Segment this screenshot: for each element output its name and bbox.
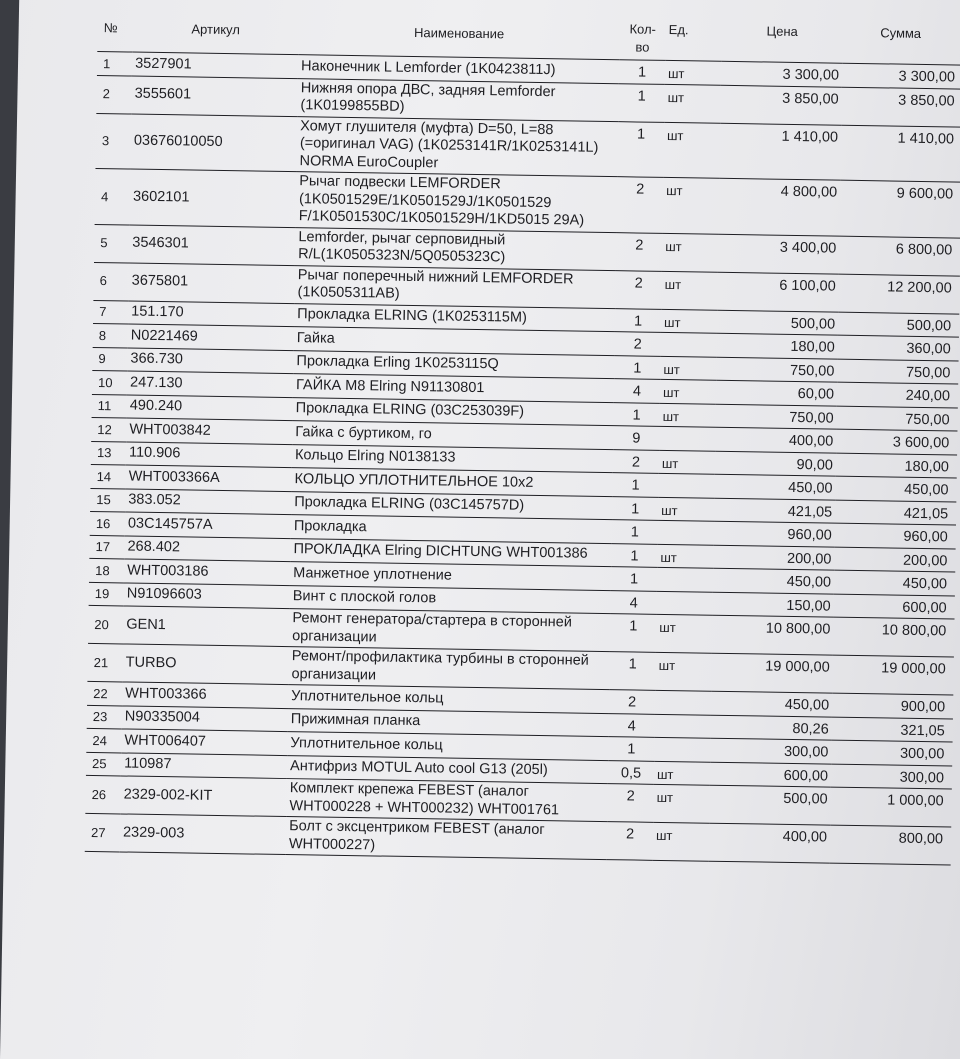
row-name: Lemforder, рычаг серповидный R/L(1K0505323N/5Q0505323C): [295, 227, 617, 270]
row-unit: шт: [664, 84, 721, 123]
row-article: 151.170: [128, 301, 294, 327]
row-number: 10: [92, 370, 127, 394]
row-price: 450,00: [714, 474, 835, 499]
row-price: 60,00: [716, 380, 837, 405]
row-unit: шт: [658, 497, 714, 521]
row-name: ПРОКЛАДКА Elring DICHTUNG WHT001386: [290, 538, 611, 567]
row-sum: 3 600,00: [836, 429, 957, 454]
row-unit: [657, 567, 713, 591]
row-name: Винт с плоской голов: [290, 585, 611, 614]
row-sum: 1 000,00: [830, 787, 952, 827]
row-price: 600,00: [710, 762, 831, 787]
row-price: 750,00: [715, 404, 836, 429]
row-unit: шт: [662, 233, 719, 272]
row-sum: 800,00: [830, 825, 952, 865]
row-article: 247.130: [127, 371, 293, 397]
row-unit: шт: [663, 177, 720, 233]
row-unit: [657, 591, 713, 615]
row-qty: 1: [614, 402, 660, 426]
row-unit: [655, 690, 711, 714]
row-sum: 321,05: [832, 717, 953, 742]
row-qty: 9: [613, 426, 659, 450]
row-number: 6: [93, 262, 129, 301]
row-name: Манжетное уплотнение: [290, 562, 611, 591]
row-sum: 180,00: [836, 453, 957, 478]
row-name: Уплотнительное кольц: [288, 685, 609, 714]
row-sum: 960,00: [835, 523, 956, 548]
row-sum: 3 850,00: [841, 87, 960, 127]
row-name: Гайка: [294, 327, 615, 356]
row-article: 3546301: [129, 225, 296, 266]
row-qty: 1: [614, 355, 660, 379]
row-price: 960,00: [714, 521, 835, 546]
row-number: 2: [96, 75, 132, 114]
row-sum: 500,00: [838, 312, 959, 337]
row-name: Прокладка: [291, 515, 612, 544]
row-price: 80,26: [711, 715, 832, 740]
row-article: 268.402: [124, 535, 290, 561]
row-name: Прокладка Erling 1K0253115Q: [293, 350, 614, 379]
row-article: 03C145757A: [125, 512, 291, 538]
row-unit: шт: [661, 271, 718, 310]
row-article: 3555601: [131, 76, 298, 117]
row-unit: шт: [665, 60, 721, 84]
row-name: ГАЙКА М8 Elring N91130801: [293, 374, 614, 403]
row-number: 18: [89, 558, 124, 582]
row-qty: 2: [607, 822, 654, 861]
row-unit: шт: [660, 356, 716, 380]
row-sum: 10 800,00: [833, 617, 955, 657]
row-unit: шт: [653, 784, 710, 823]
row-sum: 360,00: [838, 335, 959, 360]
row-qty: 1: [611, 543, 657, 567]
row-number: 15: [90, 488, 125, 512]
row-price: 750,00: [716, 357, 837, 382]
row-unit: [659, 426, 715, 450]
row-sum: 450,00: [835, 476, 956, 501]
row-article: 3602101: [130, 169, 297, 227]
row-number: 17: [89, 535, 124, 559]
row-number: 8: [93, 323, 128, 347]
row-number: 9: [92, 347, 127, 371]
row-qty: 1: [611, 567, 657, 591]
row-name: Прокладка ELRING (1K0253115M): [294, 303, 615, 332]
row-number: 5: [94, 224, 130, 263]
row-qty: 2: [613, 449, 659, 473]
row-number: 22: [87, 681, 122, 705]
row-qty: 2: [615, 270, 662, 309]
row-name: КОЛЬЦО УПЛОТНИТЕЛЬНОЕ 10x2: [291, 468, 612, 497]
row-article: TURBO: [122, 644, 289, 685]
row-name: Хомут глушителя (муфта) D=50, L=88 (=оригинал VAG) (1K0253141R/1K0253141L) NORMA EuroCoupler: [296, 116, 618, 177]
row-unit: [654, 737, 710, 761]
row-price: 450,00: [713, 568, 834, 593]
row-article: 110987: [121, 752, 287, 778]
invoice-rows: [85, 51, 960, 865]
header-price: Цена: [721, 18, 843, 63]
row-name: Ремонт генератора/стартера в сторонней организации: [289, 609, 611, 652]
row-number: 11: [92, 394, 127, 418]
row-qty: 4: [611, 590, 657, 614]
row-name: Уплотнительное кольц: [287, 732, 608, 761]
row-price: 3 300,00: [721, 61, 842, 86]
row-name: Прижимная планка: [288, 708, 609, 737]
row-price: 1 410,00: [719, 123, 841, 180]
row-unit: шт: [655, 652, 712, 691]
row-article: GEN1: [123, 606, 290, 647]
row-article: WHT003842: [126, 418, 292, 444]
header-name: Наименование: [298, 11, 620, 60]
row-article: WHT003366: [122, 682, 288, 708]
row-article: WHT006407: [121, 729, 287, 755]
row-qty: 4: [609, 713, 655, 737]
row-sum: 750,00: [837, 359, 958, 384]
row-price: 421,05: [714, 498, 835, 523]
row-number: 14: [90, 464, 125, 488]
row-article: 366.730: [127, 348, 293, 374]
row-sum: 900,00: [832, 693, 953, 718]
row-unit: шт: [657, 544, 713, 568]
row-qty: 2: [607, 784, 654, 823]
row-sum: 1 410,00: [840, 125, 960, 182]
row-number: 13: [91, 441, 126, 465]
row-number: 3: [95, 113, 131, 169]
row-number: 20: [88, 605, 124, 644]
header-no: №: [97, 8, 133, 52]
row-unit: [658, 520, 714, 544]
row-sum: 19 000,00: [832, 655, 954, 695]
invoice-sheet: [85, 8, 956, 865]
row-number: 4: [95, 168, 131, 224]
row-price: 19 000,00: [711, 653, 833, 693]
row-qty: 1: [619, 60, 665, 84]
row-number: 16: [90, 511, 125, 535]
row-number: 12: [91, 417, 126, 441]
row-article: 3675801: [128, 263, 295, 304]
row-sum: 300,00: [831, 764, 952, 789]
row-article: 383.052: [125, 488, 291, 514]
row-name: Прокладка ELRING (03C145757D): [291, 491, 612, 520]
row-qty: 1: [615, 308, 661, 332]
row-number: 24: [86, 728, 121, 752]
row-price: 400,00: [715, 427, 836, 452]
row-price: 200,00: [713, 545, 834, 570]
row-unit: шт: [659, 403, 715, 427]
row-unit: шт: [654, 761, 710, 785]
row-number: 23: [87, 705, 122, 729]
row-qty: 2: [609, 690, 655, 714]
row-name: Гайка с буртиком, го: [292, 421, 613, 450]
row-number: 26: [85, 775, 121, 814]
row-name: Нижняя опора ДВС, задняя Lemforder (1K0199855BD): [297, 78, 619, 121]
row-sum: 421,05: [835, 500, 956, 525]
row-qty: 2: [615, 332, 661, 356]
row-sum: 9 600,00: [840, 180, 960, 237]
row-price: 180,00: [717, 333, 838, 358]
row-sum: 12 200,00: [838, 274, 960, 314]
row-sum: 200,00: [834, 547, 955, 572]
row-price: 3 850,00: [720, 85, 842, 125]
row-qty: 1: [612, 473, 658, 497]
row-article: N90335004: [122, 705, 288, 731]
header-qty: Кол-во: [619, 16, 666, 60]
row-number: 25: [86, 752, 121, 776]
row-number: 27: [85, 813, 121, 852]
row-name: Кольцо Elring N0138133: [292, 444, 613, 473]
row-unit: шт: [660, 379, 716, 403]
row-article: N91096603: [124, 582, 290, 608]
row-unit: [658, 473, 714, 497]
row-name: Болт с эксцентриком FEBEST (аналог WHT000227): [286, 817, 608, 860]
row-price: 400,00: [709, 823, 831, 863]
row-sum: 6 800,00: [839, 236, 960, 276]
row-unit: шт: [661, 309, 717, 333]
row-price: 3 400,00: [718, 234, 840, 274]
row-price: 10 800,00: [712, 615, 834, 655]
row-number: 19: [89, 582, 124, 606]
row-unit: [661, 332, 717, 356]
row-name: Наконечник L Lemforder (1K0423811J): [298, 55, 619, 84]
row-article: 490.240: [127, 395, 293, 421]
row-price: 90,00: [715, 451, 836, 476]
row-article: 3527901: [132, 52, 298, 78]
row-name: Рычаг поперечный нижний LEMFORDER (1K0505311AB): [294, 265, 616, 308]
row-qty: 4: [614, 379, 660, 403]
row-name: Комплект крепежа FEBEST (аналог WHT000228 + WHT000232) WHT001761: [286, 779, 608, 822]
row-article: 2329-003: [120, 814, 287, 855]
row-qty: 0,5: [608, 760, 654, 784]
header-sum: Сумма: [842, 20, 960, 65]
row-article: WHT003366A: [125, 465, 291, 491]
row-unit: шт: [659, 450, 715, 474]
row-number: 21: [87, 643, 123, 682]
row-sum: 600,00: [834, 594, 955, 619]
row-sum: 240,00: [837, 382, 958, 407]
row-name: Ремонт/профилактика турбины в сторонней организации: [288, 647, 610, 690]
row-sum: 3 300,00: [842, 63, 960, 88]
header-article: Артикул: [132, 9, 299, 55]
row-unit: [655, 714, 711, 738]
row-price: 500,00: [709, 785, 831, 825]
invoice-table: [85, 8, 960, 865]
row-price: 4 800,00: [719, 178, 841, 235]
row-qty: 2: [616, 232, 663, 271]
row-qty: 1: [618, 83, 665, 122]
row-qty: 1: [617, 121, 664, 177]
row-article: WHT003186: [124, 559, 290, 585]
row-price: 6 100,00: [717, 272, 839, 312]
row-unit: шт: [663, 122, 720, 178]
row-sum: 450,00: [834, 570, 955, 595]
row-qty: 1: [610, 614, 657, 653]
row-number: 7: [93, 300, 128, 324]
row-name: Рычаг подвески LEMFORDER (1K0501529E/1K0501529J/1K0501529 F/1K0501530C/1K0501529H/1KD5015 29A): [296, 172, 618, 233]
row-qty: 1: [612, 520, 658, 544]
row-qty: 1: [608, 737, 654, 761]
row-price: 450,00: [711, 691, 832, 716]
row-article: N0221469: [128, 324, 294, 350]
row-article: 03676010050: [130, 114, 297, 172]
row-name: Антифриз MOTUL Auto cool G13 (205l): [287, 755, 608, 784]
row-price: 300,00: [710, 738, 831, 763]
row-price: 150,00: [713, 592, 834, 617]
row-article: 110.906: [126, 441, 292, 467]
row-qty: 2: [617, 177, 664, 233]
header-unit: Ед.: [665, 17, 722, 61]
row-price: 500,00: [717, 310, 838, 335]
row-qty: 1: [609, 652, 656, 691]
row-sum: 750,00: [836, 406, 957, 431]
row-unit: шт: [656, 614, 713, 653]
row-unit: шт: [653, 822, 710, 861]
row-name: Прокладка ELRING (03C253039F): [293, 397, 614, 426]
row-article: 2329-002-KIT: [120, 776, 287, 817]
row-number: 1: [97, 51, 132, 75]
row-sum: 300,00: [831, 740, 952, 765]
row-qty: 1: [612, 496, 658, 520]
